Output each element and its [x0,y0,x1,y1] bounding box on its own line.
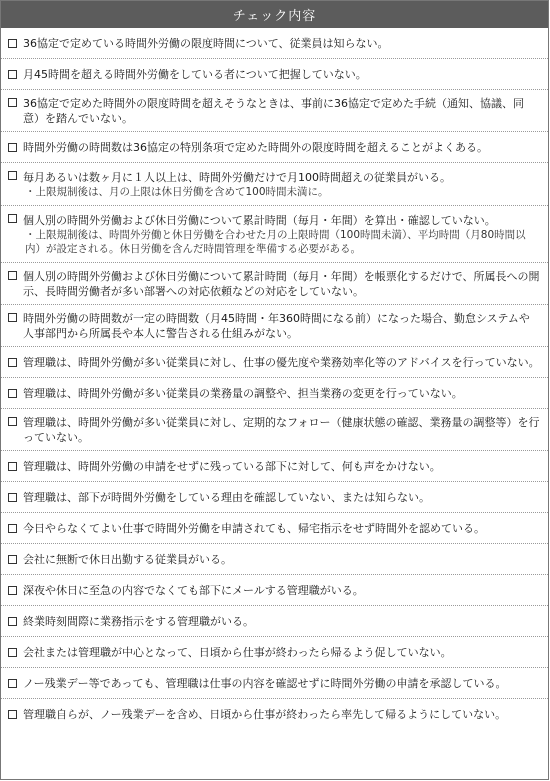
item-text: 深夜や休日に至急の内容でなくても部下にメールする管理職がいる。 [23,583,364,597]
header-title: チェック内容 [232,9,317,24]
item-text: 管理職自らが、ノー残業デーを含め、日頃から仕事が終わったら率先して帰るようにしていない。 [23,708,507,721]
checklist-item-14 [1,513,548,544]
checklist-item-15 [1,544,548,575]
checkbox[interactable] [8,271,17,280]
item-text: 個人別の時間外労働および休日労働について累計時間（毎月・年間）を算出・確認していない。 [23,213,496,227]
checklist-item-7 [1,263,548,305]
checkbox[interactable] [8,524,17,533]
checkbox[interactable] [8,313,17,322]
checkbox[interactable] [8,462,17,471]
checkbox[interactable] [8,171,17,180]
item-text: 会社または管理職が中心となって、日頃から仕事が終わったら帰るよう促していない。 [23,645,452,659]
checkbox[interactable] [8,143,17,152]
item-text: 今日やらなくてよい仕事で時間外労働を申請されても、帰宅指示をせず時間外を認めている。 [23,521,485,535]
checklist-rows [1,28,548,779]
checklist-item-13 [1,482,548,513]
checkbox[interactable] [8,417,17,426]
checklist-item-3 [1,90,548,132]
item-text: 管理職は、時間外労働が多い従業員の業務量の調整や、担当業務の変更を行っていない。 [23,386,463,400]
checklist-item-17 [1,606,548,637]
checkbox[interactable] [8,493,17,502]
checklist-item-5 [1,163,548,206]
item-text: 個人別の時間外労働および休日労働について累計時間（毎月・年間）を帳票化するだけで、所属長への開示、長時間労働者が多い部署への対応依頼などの対応をしていない。 [23,269,540,298]
item-text: 毎月あるいは数ヶ月に１人以上は、時間外労働だけで月100時間超えの従業員がいる。 [23,170,451,184]
checkbox[interactable] [8,617,17,626]
checkbox[interactable] [8,98,17,107]
checklist-item-12 [1,451,548,482]
checklist-item-1 [1,28,548,59]
checkbox[interactable] [8,214,17,223]
checkbox[interactable] [8,648,17,657]
checklist-item-18 [1,637,548,668]
checklist-item-8 [1,305,548,347]
checkbox[interactable] [8,39,17,48]
checklist-item-6 [1,206,548,263]
table-header [1,1,548,28]
checklist-item-16 [1,575,548,606]
item-text: ノー残業デー等であっても、管理職は仕事の内容を確認せずに時間外労働の申請を承認している。 [23,676,507,690]
item-text: 管理職は、時間外労働が多い従業員に対し、定期的なフォロー（健康状態の確認、業務量の調整等）を行っていない。 [23,415,540,444]
checkbox[interactable] [8,586,17,595]
item-text: 時間外労働の時間数は36協定の特別条項で定めた時間外の限度時間を超えることがよくある。 [23,140,488,154]
checklist-item-4 [1,132,548,163]
item-text: 36協定で定めている時間外労働の限度時間について、従業員は知らない。 [23,36,389,50]
checklist-item-20 [1,699,548,730]
item-text: 会社に無断で休日出勤する従業員がいる。 [23,552,232,566]
item-text: 管理職は、時間外労働の申請をせずに残っている部下に対して、何も声をかけない。 [23,459,441,473]
item-text: 管理職は、時間外労働が多い従業員に対し、仕事の優先度や業務効率化等のアドバイスを行っていない。 [23,355,540,369]
checklist-item-19 [1,668,548,699]
checkbox[interactable] [8,555,17,564]
checklist-item-9 [1,347,548,378]
item-text: 月45時間を超える時間外労働をしている者について把握していない。 [23,67,367,81]
checklist-item-10 [1,378,548,409]
item-text: 36協定で定めた時間外の限度時間を超えそうなときは、事前に36協定で定めた手続（通知、協議、同意）を踏んでいない。 [23,96,524,125]
checkbox[interactable] [8,679,17,688]
item-note: ・上限規制後は、月の上限は休日労働を含めて100時間未満に。 [25,185,329,198]
checkbox[interactable] [8,389,17,398]
checkbox[interactable] [8,710,17,719]
item-note: ・上限規制後は、時間外労働と休日労働を合わせた月の上限時間（100時間未満）、平均時間（月80時間以内）が設定される。休日労働を含んだ時間管理を準備する必要がある。 [25,228,526,255]
checkbox[interactable] [8,70,17,79]
checklist-item-11 [1,409,548,451]
checklist-item-2 [1,59,548,90]
item-text: 時間外労働の時間数が一定の時間数（月45時間・年360時間になる前）になった場合、勤怠システムや人事部門から所属長や本人に警告される仕組みがない。 [23,311,530,340]
checkbox[interactable] [8,358,17,367]
item-text: 終業時刻間際に業務指示をする管理職がいる。 [23,614,254,628]
item-text: 管理職は、部下が時間外労働をしている理由を確認していない、または知らない。 [23,490,430,504]
